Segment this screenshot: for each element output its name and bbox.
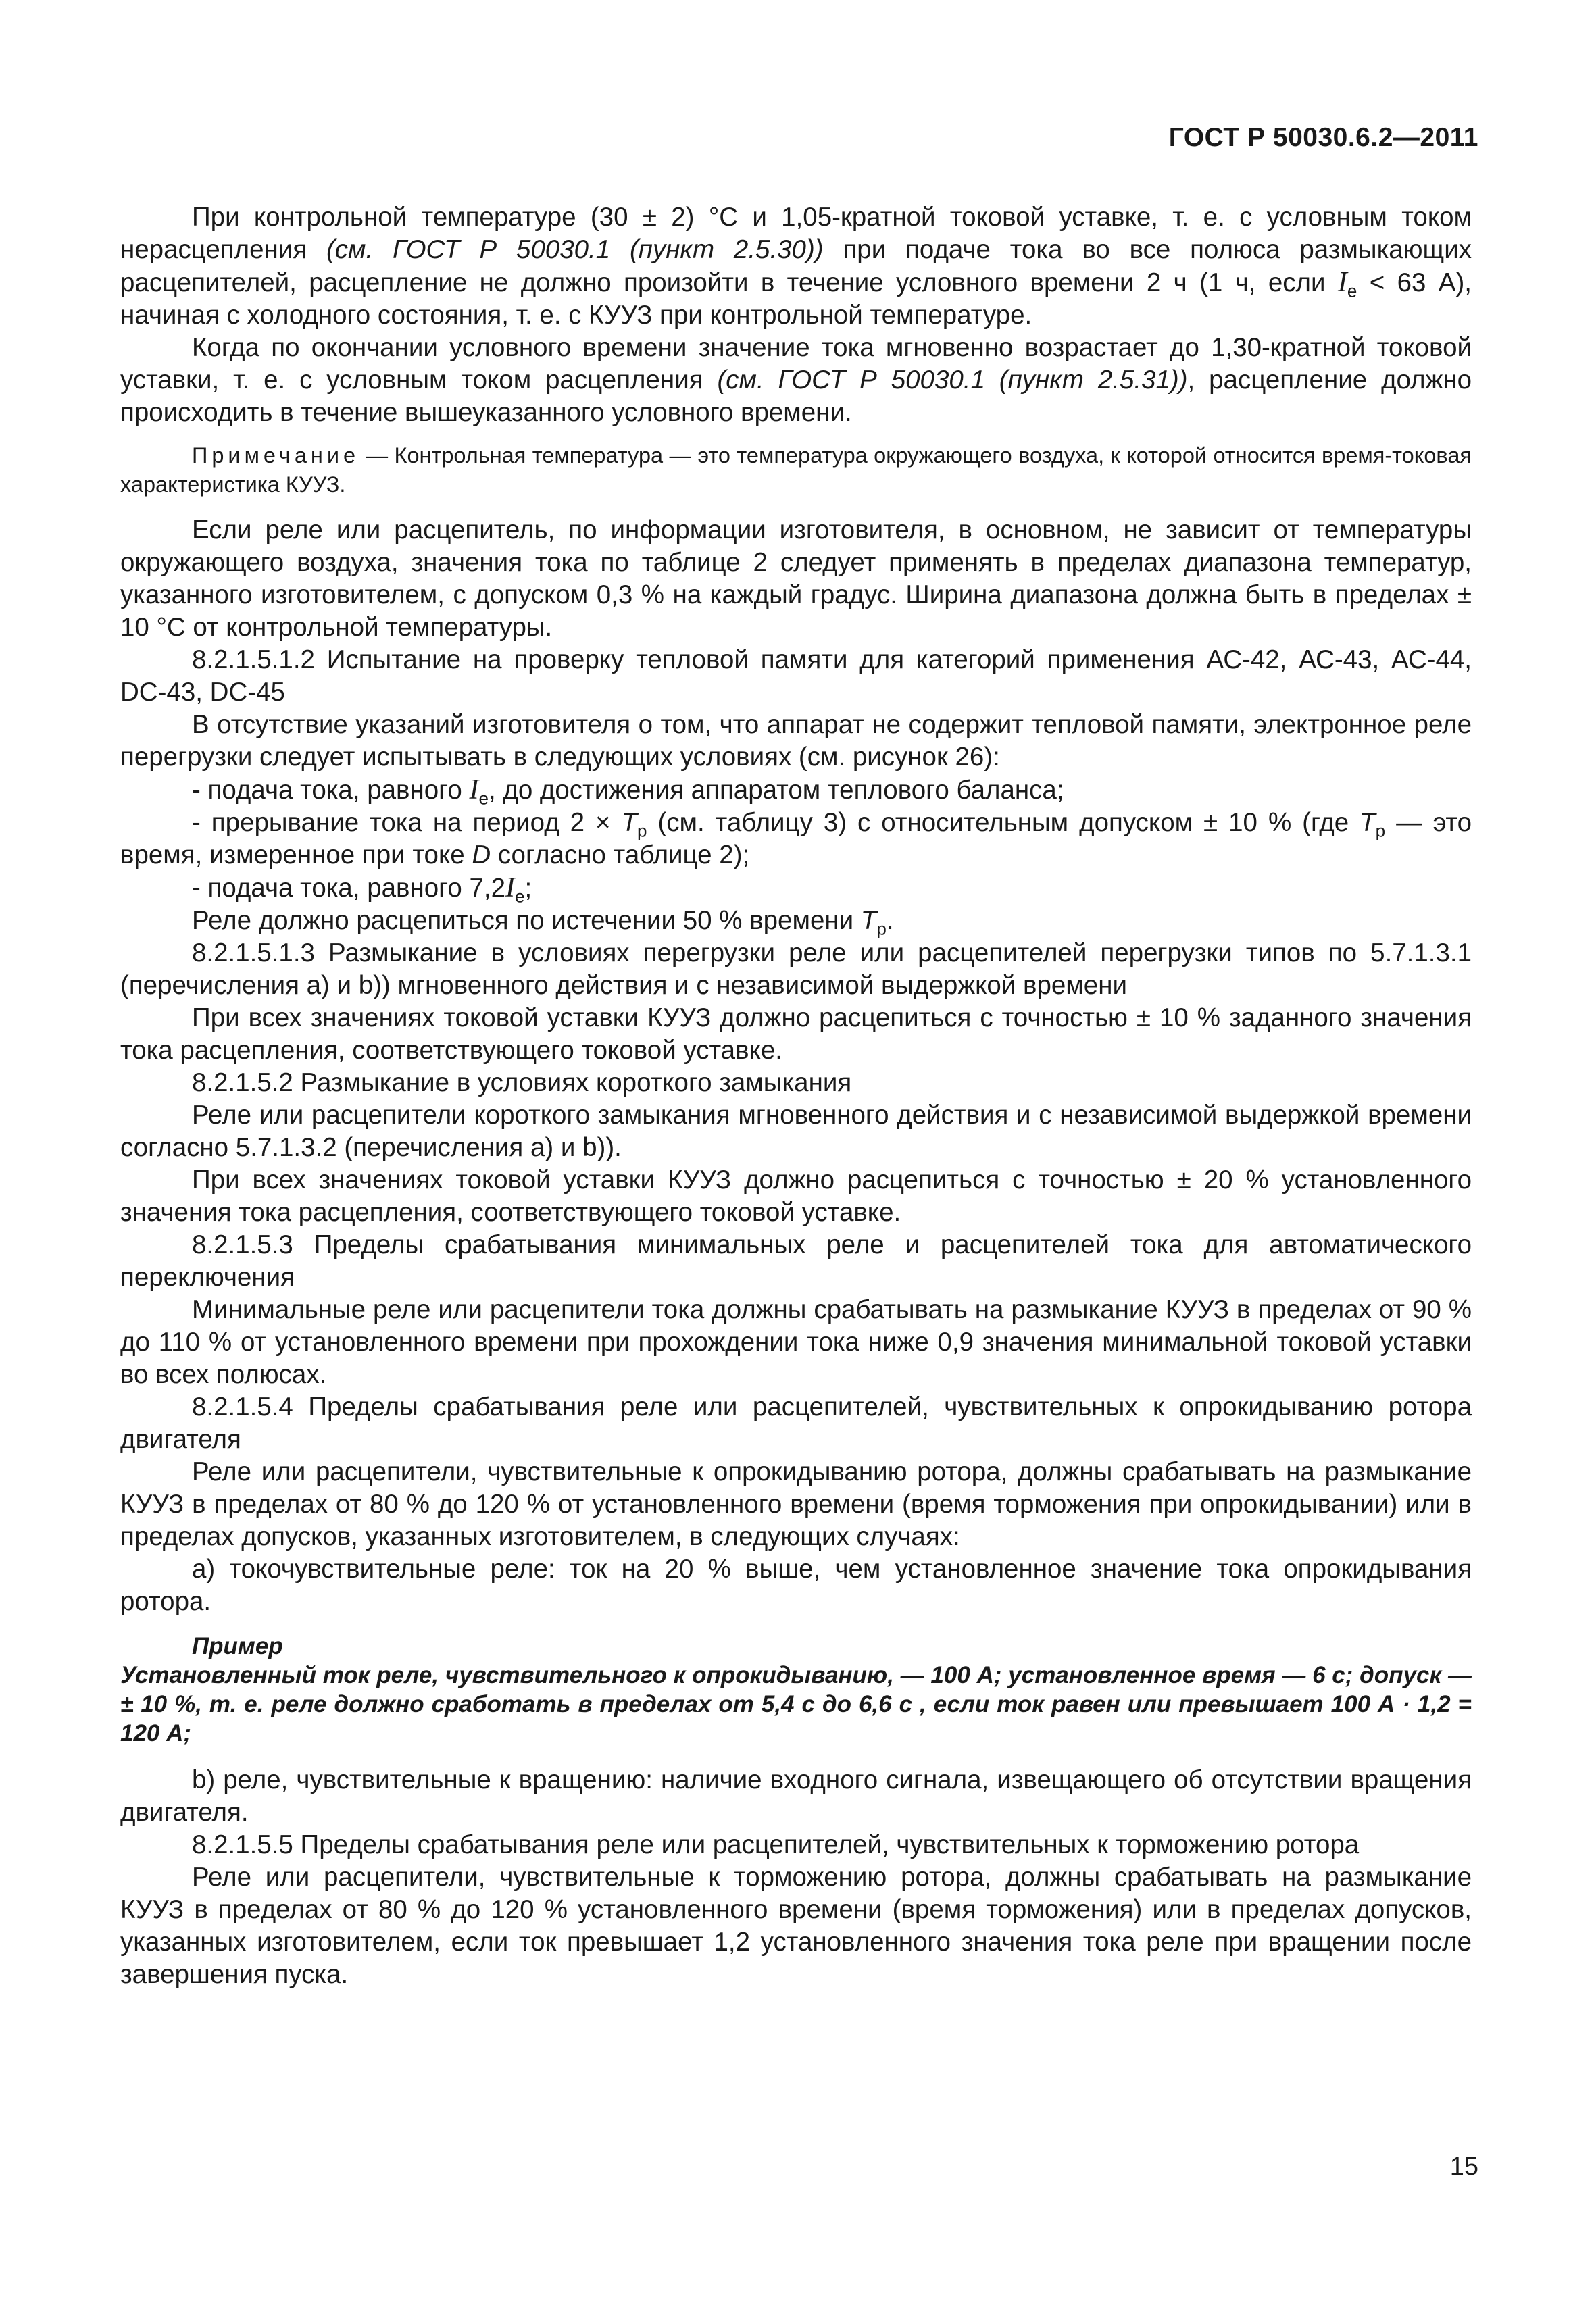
paragraph: При всех значениях токовой уставки КУУЗ должно расцепиться с точностью ± 10 % заданного значения тока расцепления, соответствующего токовой уставке. xyxy=(120,1003,1472,1065)
paragraph: Реле или расцепители короткого замыкания мгновенного действия и с независимой выдержкой времени согласно 5.7.1.3.2 (перечисления а) и b)). xyxy=(120,1101,1472,1162)
page-number: 15 xyxy=(1449,2153,1478,2181)
paragraph: Реле или расцепители, чувствительные к торможению ротора, должны срабатывать на размыкание КУУЗ в пределах от 80 % до 120 % установленного времени (время торможения) или в пределах допусков, указанных изготовителем, если ток превышает 1,2 установленного значения тока реле при вращении после завершения пуска. xyxy=(120,1863,1472,1989)
paragraph: Если реле или расцепитель, по информации изготовителя, в основном, не зависит от температуры окружающего воздуха, значения тока по таблице 2 следует применять в пределах диапазона температур, указанного изготовителем, с допуском 0,3 % на каждый градус. Ширина диапазона должна быть в пределах ± 10 °С от контрольной температуры. xyxy=(120,515,1472,642)
document-body xyxy=(120,201,1472,1991)
list-item: - подача тока, равного $7,2I_e$; xyxy=(192,872,532,907)
note xyxy=(120,441,1472,499)
document-code-header: ГОСТ Р 50030.6.2—2011 xyxy=(1168,123,1478,152)
reference: (см. ГОСТ Р 50030.1 (пункт 2.5.31)) xyxy=(717,366,1188,395)
paragraph: При контрольной температуре (30 ± 2) °С и 1,05-кратной токовой уставке, т. е. с условным током нерасцепления (см. ГОСТ Р 50030.1 (пункт 2.5.30)) при подаче тока во все полюса размыкающих расцепителей, расцепление не должно произойти в течение условного времени 2 ч (1 ч, если $I_e < 63$ А), начиная с холодного состояния, т. е. с КУУЗ при контрольной температуре. xyxy=(120,203,1472,330)
list-item: - прерывание тока на период $2 \times T_р$ (см. таблицу 3) с относительным допуском ± 10 % (где $T_р$ — это время, измеренное при токе D согласно таблице 2); xyxy=(120,808,1472,870)
paragraph: Когда по окончании условного времени значение тока мгновенно возрастает до 1,30-кратной токовой уставки, т. е. с условным током расцепления (см. ГОСТ Р 50030.1 (пункт 2.5.31)), расцепление должно происходить в течение вышеуказанного условного времени. xyxy=(120,333,1472,427)
reference: (см. ГОСТ Р 50030.1 (пункт 2.5.30)) xyxy=(326,235,824,264)
paragraph: Минимальные реле или расцепители тока должны срабатывать на размыкание КУУЗ в пределах от 90 % до 110 % от установленного времени при прохождении тока ниже 0,9 значения минимальной токовой уставки во всех полюсах. xyxy=(120,1295,1472,1389)
section-heading: 8.2.1.5.3 Пределы срабатывания минимальных реле и расцепителей тока для автоматического переключения xyxy=(120,1230,1472,1292)
paragraph: При всех значениях токовой уставки КУУЗ должно расцепиться с точностью ± 20 % установленного значения тока расцепления, соответствующего токовой уставке. xyxy=(120,1165,1472,1227)
note-label: Примечание xyxy=(192,443,360,468)
symbol: I xyxy=(505,872,516,903)
list-item: - подача тока, равного $I_e$, до достижения аппаратом теплового баланса; xyxy=(192,774,1064,809)
example-title: Пример xyxy=(192,1633,283,1659)
example-block xyxy=(120,1632,1472,1748)
symbol: I xyxy=(469,774,479,805)
section-heading: 8.2.1.5.1.3 Размыкание в условиях перегрузки реле или расцепителей перегрузки типов по 5.7.1.3.1 (перечисления а) и b)) мгновенного действия и с независимой выдержкой времени xyxy=(120,938,1472,1000)
paragraph: В отсутствие указаний изготовителя о том, что аппарат не содержит тепловой памяти, электронное реле перегрузки следует испытывать в следующих условиях (см. рисунок 26): xyxy=(120,710,1472,772)
section-heading: 8.2.1.5.2 Размыкание в условиях короткого замыкания xyxy=(192,1068,852,1097)
note-text: — Контрольная температура — это температура окружающего воздуха, к которой относится время-токовая характеристика КУУЗ. xyxy=(120,443,1472,497)
example-text: Установленный ток реле, чувствительного к опрокидыванию, — 100 А; установленное время — 6 с; допуск — ± 10 %, т. е. реле должно сработать в пределах от 5,4 с до 6,6 с , если ток равен или превышает 100 А · 1,2 = 120 А; xyxy=(120,1662,1472,1746)
section-heading: 8.2.1.5.4 Пределы срабатывания реле или расцепителей, чувствительных к опрокидыванию ротора двигателя xyxy=(120,1392,1472,1454)
paragraph: Реле или расцепители, чувствительные к опрокидыванию ротора, должны срабатывать на размыкание КУУЗ в пределах от 80 % до 120 % от установленного времени (время торможения при опрокидывании) или в пределах допусков, указанных изготовителем, в следующих случаях: xyxy=(120,1457,1472,1551)
symbol: I xyxy=(1337,267,1347,298)
symbol: D xyxy=(472,840,491,870)
list-item: b) реле, чувствительные к вращению: наличие входного сигнала, извещающего об отсутствии вращения двигателя. xyxy=(120,1765,1472,1827)
symbol: T xyxy=(621,808,638,837)
list-item: а) токочувствительные реле: ток на 20 % выше, чем установленное значение тока опрокидывания ротора. xyxy=(120,1555,1472,1616)
section-heading: 8.2.1.5.1.2 Испытание на проверку тепловой памяти для категорий применения АС-42, АС-43, АС-44, DC-43, DC-45 xyxy=(120,645,1472,707)
symbol: T xyxy=(1360,808,1376,837)
paragraph: Реле должно расцепиться по истечении 50 % времени $T_р$. xyxy=(192,906,894,939)
section-heading: 8.2.1.5.5 Пределы срабатывания реле или расцепителей, чувствительных к торможению ротора xyxy=(192,1830,1360,1859)
symbol: T xyxy=(860,906,877,935)
